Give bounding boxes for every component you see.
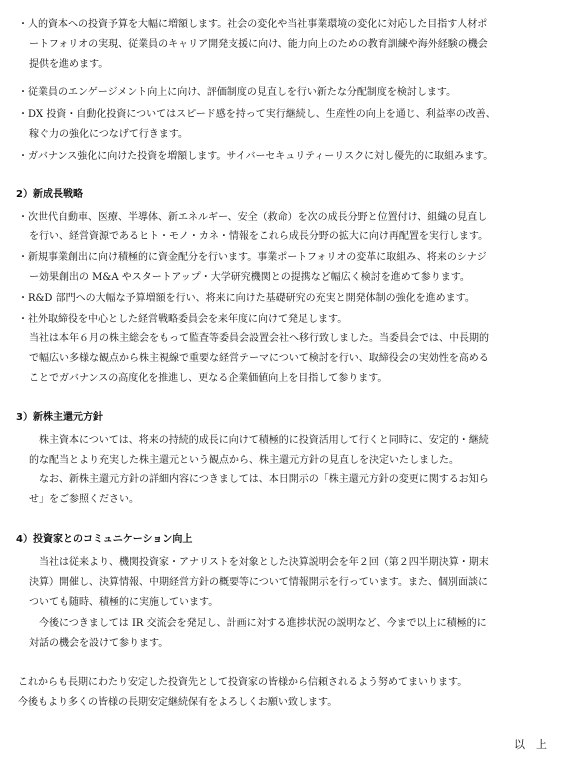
text-line: 株主資本については、将来の持続的成長に向けて積極的に投資活用して行くと同時に、安定的・継続 (39, 435, 489, 446)
text-line: 当社は本年６月の株主総会をもって監査等委員会設置会社へ移行致しました。当委員会では、中長期的 (29, 333, 489, 344)
section-heading-investor-communication: 4）投資家とのコミュニケーション向上 (16, 534, 193, 545)
text-line: 今後につきましては IR 交流会を発足し、計画に対する進捗状況の説明など、今まで以上に積極的に (39, 618, 487, 629)
section-heading-growth-strategy: 2）新成長戦略 (16, 189, 83, 200)
text-line: ことでガバナンスの高度化を推進し、更なる企業価値向上を目指して参ります。 (29, 373, 388, 384)
text-line: 当社は従来より、機関投資家・アナリストを対象とした決算説明会を年２回（第２四半期決算・期末 (39, 557, 489, 568)
text-line: で幅広い多様な観点から株主視線で重要な経営テーマについて検討を行い、取締役会の実効性を高める (29, 353, 489, 364)
section-heading-shareholder-return: 3）新株主還元方針 (16, 412, 103, 423)
text-line: 今後もより多くの皆様の長期安定継続保有をよろしくお願い致します。 (18, 697, 338, 708)
text-line: ・社外取締役を中心とした経営戦略委員会を来年度に向けて発足します。 (18, 314, 348, 325)
text-line: ・新規事業創出に向け積極的に資金配分を行います。事業ポートフォリオの変革に取組み、将来のシナジ (18, 252, 487, 263)
text-line: ついても随時、積極的に実施しています。 (29, 597, 219, 608)
text-line: 対話の機会を設けて参ります。 (29, 638, 169, 649)
text-line: ・人的資本への投資予算を大幅に増額します。社会の変化や当社事業環境の変化に対応した目指す人材ポ (18, 19, 488, 30)
closing-mark: 以 上 (514, 738, 547, 751)
text-line: ートフォリオの実現、従業員のキャリア開発支援に向け、能力向上のための教育訓練や海外経験の機会 (29, 39, 488, 50)
text-line: 的な配当とより充実した株主還元という観点から、株主還元方針の見直しを決定いたしました。 (29, 455, 459, 466)
text-line: ・ガバナンス強化に向けた投資を増額します。サイバーセキュリティーリスクに対し優先的に取組みます。 (18, 151, 494, 162)
text-line: ・DX 投資・自動化投資についてはスピード感を持って実行継続し、生産性の向上を通じ、利益率の改善、 (18, 109, 496, 120)
text-line: ・R&D 部門への大幅な予算増額を行い、将来に向けた基礎研究の充実と開発体制の強化を進めます。 (18, 293, 475, 304)
text-line: これからも長期にわたり安定した投資先として投資家の皆様から信頼されるよう努めてまいります。 (18, 677, 468, 688)
text-line: 決算）開催し、決算情報、中期経営方針の概要等について情報開示を行っています。また、個別面談に (29, 577, 488, 588)
text-line: ・従業員のエンゲージメント向上に向け、評価制度の見直しを行い新たな分配制度を検討します。 (18, 87, 457, 98)
text-line: せ」をご参照ください。 (29, 494, 139, 505)
text-line: なお、新株主還元方針の詳細内容につきましては、本日開示の「株主還元方針の変更に関するお知ら (39, 474, 489, 485)
text-line: ー効果創出の M&A やスタートアップ・大学研究機関との提携など幅広く検討を進めて参ります。 (29, 272, 470, 283)
text-line: 稼ぐ力の強化につなげて行きます。 (29, 129, 188, 140)
text-line: を行い、経営資源であるヒト・モノ・カネ・情報をこれら成長分野の拡大に向け再配置を実行します。 (29, 231, 489, 242)
text-line: 提供を進めます。 (29, 59, 109, 70)
text-line: ・次世代自動車、医療、半導体、新エネルギー、安全（救命）を次の成長分野と位置付け、組織の見直し (18, 212, 488, 223)
